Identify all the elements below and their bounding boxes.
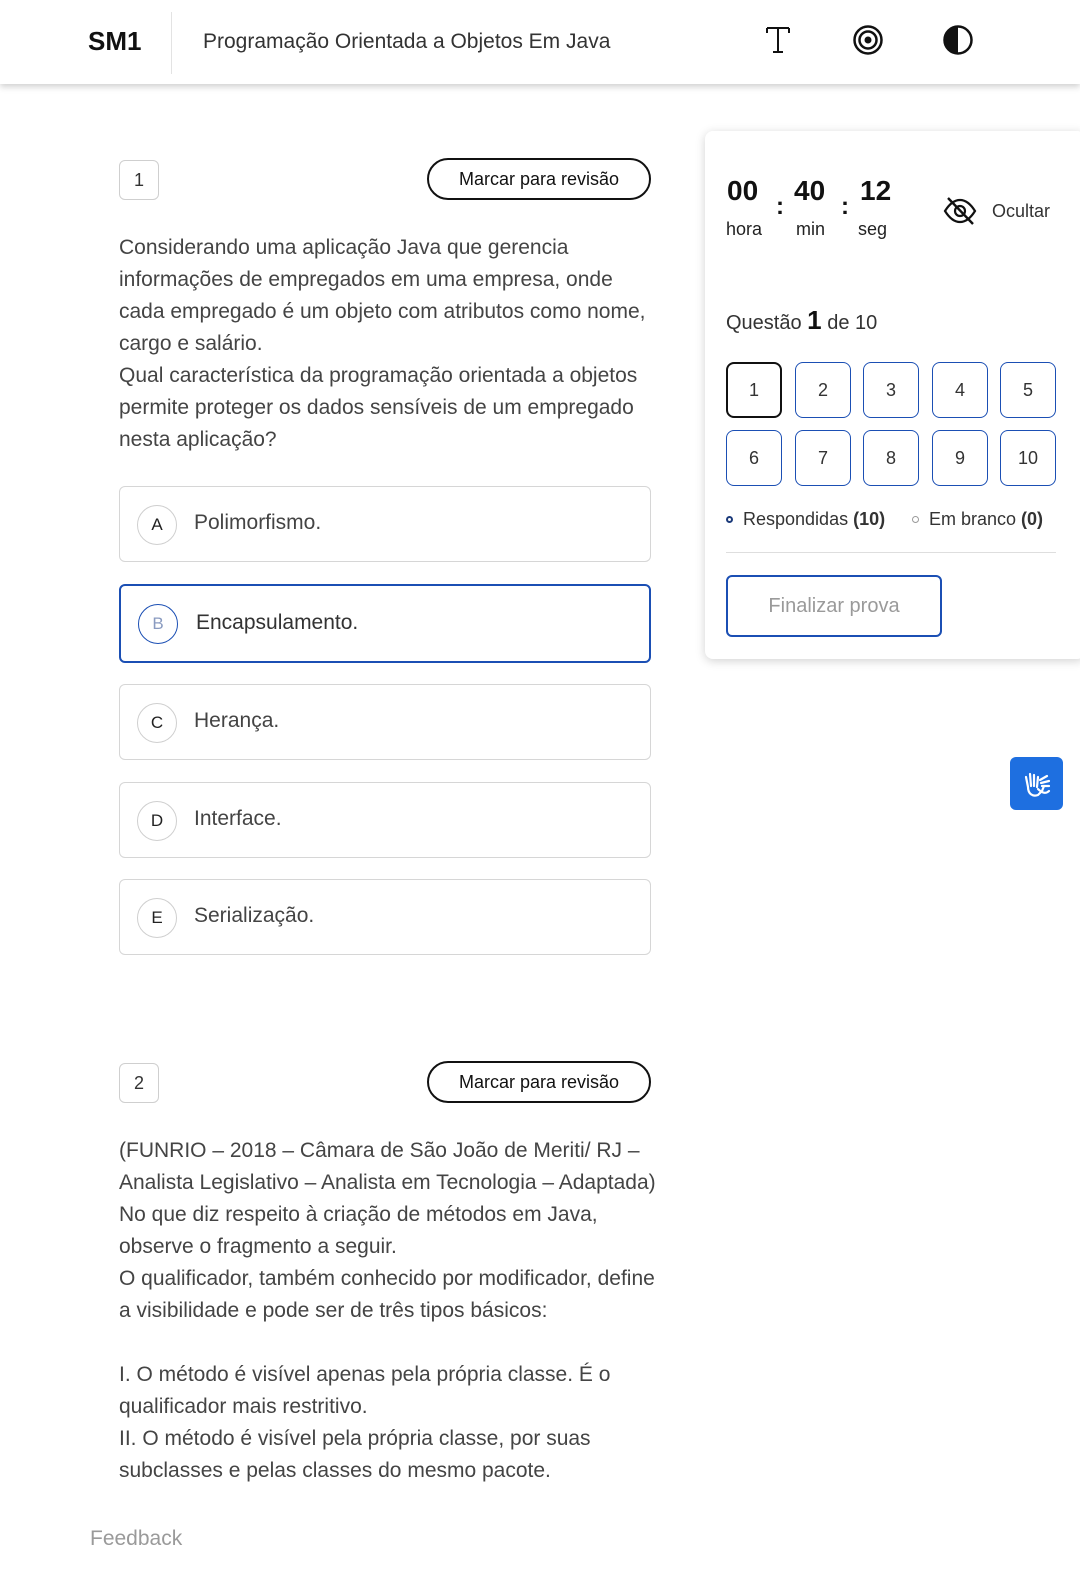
question-number-2: 2 <box>119 1063 159 1103</box>
option-letter: D <box>137 801 177 841</box>
timer-minutes-label: min <box>796 219 826 239</box>
question-text-2 <box>119 1135 659 1487</box>
timer-minutes: 40 <box>794 175 826 206</box>
legend-answered <box>726 509 885 530</box>
option-label: Herança. <box>194 709 280 732</box>
contrast-icon[interactable] <box>940 22 976 58</box>
sign-language-button[interactable] <box>1010 757 1063 810</box>
paragraph-spacer <box>119 1327 659 1359</box>
question-nav-6[interactable]: 6 <box>726 430 782 486</box>
option-letter: A <box>137 505 177 545</box>
question-number-1: 1 <box>119 160 159 200</box>
feedback-link[interactable]: Feedback <box>90 1527 183 1550</box>
option-a[interactable] <box>119 486 651 562</box>
question-paragraph: II. O método é visível pela própria classe, por suas subclasses e pelas classes do mesmo pacote. <box>119 1427 591 1482</box>
question-counter <box>726 305 877 336</box>
header-divider <box>171 12 172 74</box>
answered-count: (10) <box>853 509 886 529</box>
option-c[interactable] <box>119 684 651 760</box>
question-paragraph: (FUNRIO – 2018 – Câmara de São João de Meriti/ RJ – Analista Legislativo – Analista em Tecnologia – Adaptada) <box>119 1139 656 1194</box>
mark-for-review-button-2[interactable]: Marcar para revisão <box>427 1061 651 1103</box>
blank-label: Em branco <box>929 509 1017 529</box>
target-icon[interactable] <box>850 22 886 58</box>
question-paragraph: Qual característica da programação orientada a objetos permite proteger os dados sensíveis de um empregado nesta aplicação? <box>119 364 638 451</box>
question-text-1 <box>119 232 659 456</box>
finish-exam-button[interactable]: Finalizar prova <box>726 575 942 637</box>
question-nav-7[interactable]: 7 <box>795 430 851 486</box>
question-paragraph: No que diz respeito à criação de métodos em Java, observe o fragmento a seguir. <box>119 1203 598 1258</box>
counter-current: 1 <box>807 305 822 335</box>
question-nav-2[interactable]: 2 <box>795 362 851 418</box>
timer-hours-label: hora <box>726 219 763 239</box>
mark-for-review-button-1[interactable]: Marcar para revisão <box>427 158 651 200</box>
course-title: Programação Orientada a Objetos Em Java <box>203 30 611 53</box>
panel-divider <box>726 552 1056 553</box>
option-e[interactable] <box>119 879 651 955</box>
question-nav-9[interactable]: 9 <box>932 430 988 486</box>
question-nav-1[interactable]: 1 <box>726 362 782 418</box>
question-nav-4[interactable]: 4 <box>932 362 988 418</box>
question-nav-3[interactable]: 3 <box>863 362 919 418</box>
option-label: Encapsulamento. <box>196 611 359 634</box>
question-paragraph: O qualificador, também conhecido por modificador, define a visibilidade e pode ser de três tipos básicos: <box>119 1267 655 1322</box>
answered-label: Respondidas <box>743 509 849 529</box>
timer-seconds: 12 <box>860 175 892 206</box>
question-nav-5[interactable]: 5 <box>1000 362 1056 418</box>
answered-dot-icon <box>726 516 733 523</box>
blank-count: (0) <box>1021 509 1044 529</box>
timer-separator: : <box>776 193 784 220</box>
question-nav-8[interactable]: 8 <box>863 430 919 486</box>
option-letter: E <box>137 898 177 938</box>
option-d[interactable] <box>119 782 651 858</box>
counter-prefix: Questão <box>726 312 802 334</box>
option-label: Interface. <box>194 807 282 830</box>
option-label: Serialização. <box>194 904 315 927</box>
brand-logo[interactable]: SM1 <box>88 26 142 56</box>
hide-timer-button[interactable] <box>942 189 1062 233</box>
top-header <box>0 0 1080 84</box>
counter-suffix: de 10 <box>827 312 878 334</box>
question-paragraph: Considerando uma aplicação Java que gerencia informações de empregados em uma empresa, onde cada empregado é um objeto com atributos como nome, cargo e salário. <box>119 236 646 355</box>
legend-blank <box>912 509 1043 530</box>
option-b-selected[interactable] <box>119 584 651 663</box>
question-nav-10[interactable]: 10 <box>1000 430 1056 486</box>
eye-off-icon <box>942 195 978 227</box>
option-letter: B <box>138 604 178 644</box>
option-letter: C <box>137 703 177 743</box>
blank-dot-icon <box>912 516 919 523</box>
hands-icon <box>1020 767 1054 801</box>
timer-separator: : <box>841 193 849 220</box>
exam-side-panel <box>705 131 1080 659</box>
option-label: Polimorfismo. <box>194 511 322 534</box>
timer-hours: 00 <box>727 175 759 206</box>
hide-label: Ocultar <box>992 200 1051 221</box>
timer-seconds-label: seg <box>858 219 888 239</box>
text-size-icon[interactable] <box>760 22 796 58</box>
question-paragraph: I. O método é visível apenas pela própria classe. É o qualificador mais restritivo. <box>119 1363 611 1418</box>
